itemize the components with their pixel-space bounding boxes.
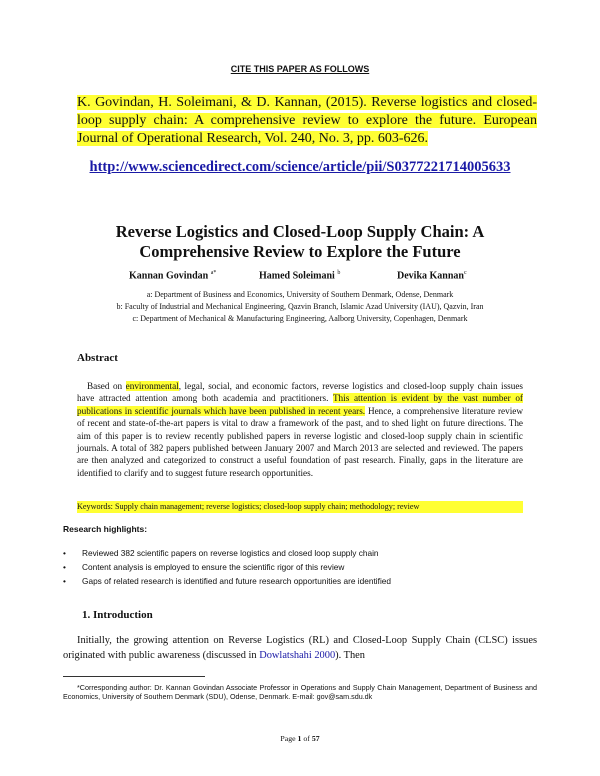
highlights-list: [63, 546, 543, 589]
introduction-heading: 1. Introduction: [82, 609, 153, 621]
introduction-text: Initially, the growing attention on Reverse Logistics (RL) and Closed-Loop Supply Chain (CLSC) issues originated with public awareness (discussed in Dowlatshahi 2000). Then: [63, 635, 537, 661]
paper-url-link[interactable]: http://www.sciencedirect.com/science/article/pii/S0377221714005633: [89, 159, 511, 175]
list-item: • Content analysis is employed to ensure the scientific rigor of this review: [63, 560, 543, 574]
highlights-heading: Research highlights:: [63, 524, 148, 534]
author-kannan: Devika Kannan$^c$: [397, 270, 467, 282]
page-number: Page 1 of 57: [280, 734, 320, 743]
list-item: • Gaps of related research is identified and future research opportunities are identified: [63, 574, 543, 588]
affiliation-a: a: Department of Business and Economics, University of Southern Denmark, Odense, Denmark: [146, 290, 454, 299]
highlight-attention-sentence: This attention is evident by the vast number of publications in scientific journals which have been published in recent years.: [77, 393, 523, 416]
affiliation-c: c: Department of Mechanical & Manufacturing Engineering, Aalborg University, Copenhagen, Denmark: [132, 314, 468, 323]
author-govindan: Kannan Govindan $^{a*}$: [129, 270, 217, 282]
footnote: *Corresponding author: Dr. Kannan Govindan Associate Professor in Operations and Supply Chain Management, Department of Business and Economics, University of Southern Denmark (SDU), Odense, Denmark. E-mail: gov@sam.sdu.dk: [63, 683, 537, 702]
citation-link[interactable]: Dowlatshahi 2000: [259, 649, 336, 661]
affiliation-b: b: Faculty of Industrial and Mechanical Engineering, Qazvin Branch, Islamic Azad University (IAU), Qazvin, Iran: [116, 302, 484, 311]
keywords: Keywords: Supply chain management; reverse logistics; closed-loop supply chain; methodology; review: [77, 501, 523, 513]
citation-reference: [77, 94, 537, 148]
bullet-icon: •: [63, 576, 66, 587]
cite-heading: CITE THIS PAPER AS FOLLOWS: [230, 64, 370, 74]
list-item: • Reviewed 382 scientific papers on reverse logistics and closed loop supply chain: [63, 546, 543, 560]
bullet-icon: •: [63, 548, 66, 558]
paper-title: Reverse Logistics and Closed-Loop Supply Chain: A Comprehensive Review to Explore the Future: [115, 222, 485, 261]
highlight-environmental: environmental: [125, 381, 179, 391]
footnote-divider: [63, 676, 205, 677]
author-soleimani: Hamed Soleimani $^b$: [259, 270, 341, 282]
citation-text: K. Govindan, H. Soleimani, & D. Kannan, (2015). Reverse logistics and closed-loop supply chain: A comprehensive review to explore the future. European Journal of Operational Research, Vol. 240, No. 3, pp. 603-626.: [77, 95, 537, 146]
abstract-body: Based on environmental, legal, social, and economic factors, reverse logistics and closed-loop supply chain issues have attracted attention among both academia and practitioners. This attention is evident by the vast number of publications in scientific journals which have been published in recent years. Hence, a comprehensive literature review of recent and state-of-the-art papers is vital to draw a framework of the past, and to shed light on future directions. The aim of this paper is to review recently published papers in reverse logistic and closed-loop supply chain in scientific journals. A total of 382 papers published between January 2007 and March 2013 are selected and reviewed. The papers are then analyzed and categorized to construct a useful foundation of past research. Finally, gaps in the literature are identified to clarify and to suggest future research opportunities.: [77, 381, 523, 478]
abstract-heading: Abstract: [77, 352, 118, 364]
bullet-icon: •: [63, 562, 66, 573]
